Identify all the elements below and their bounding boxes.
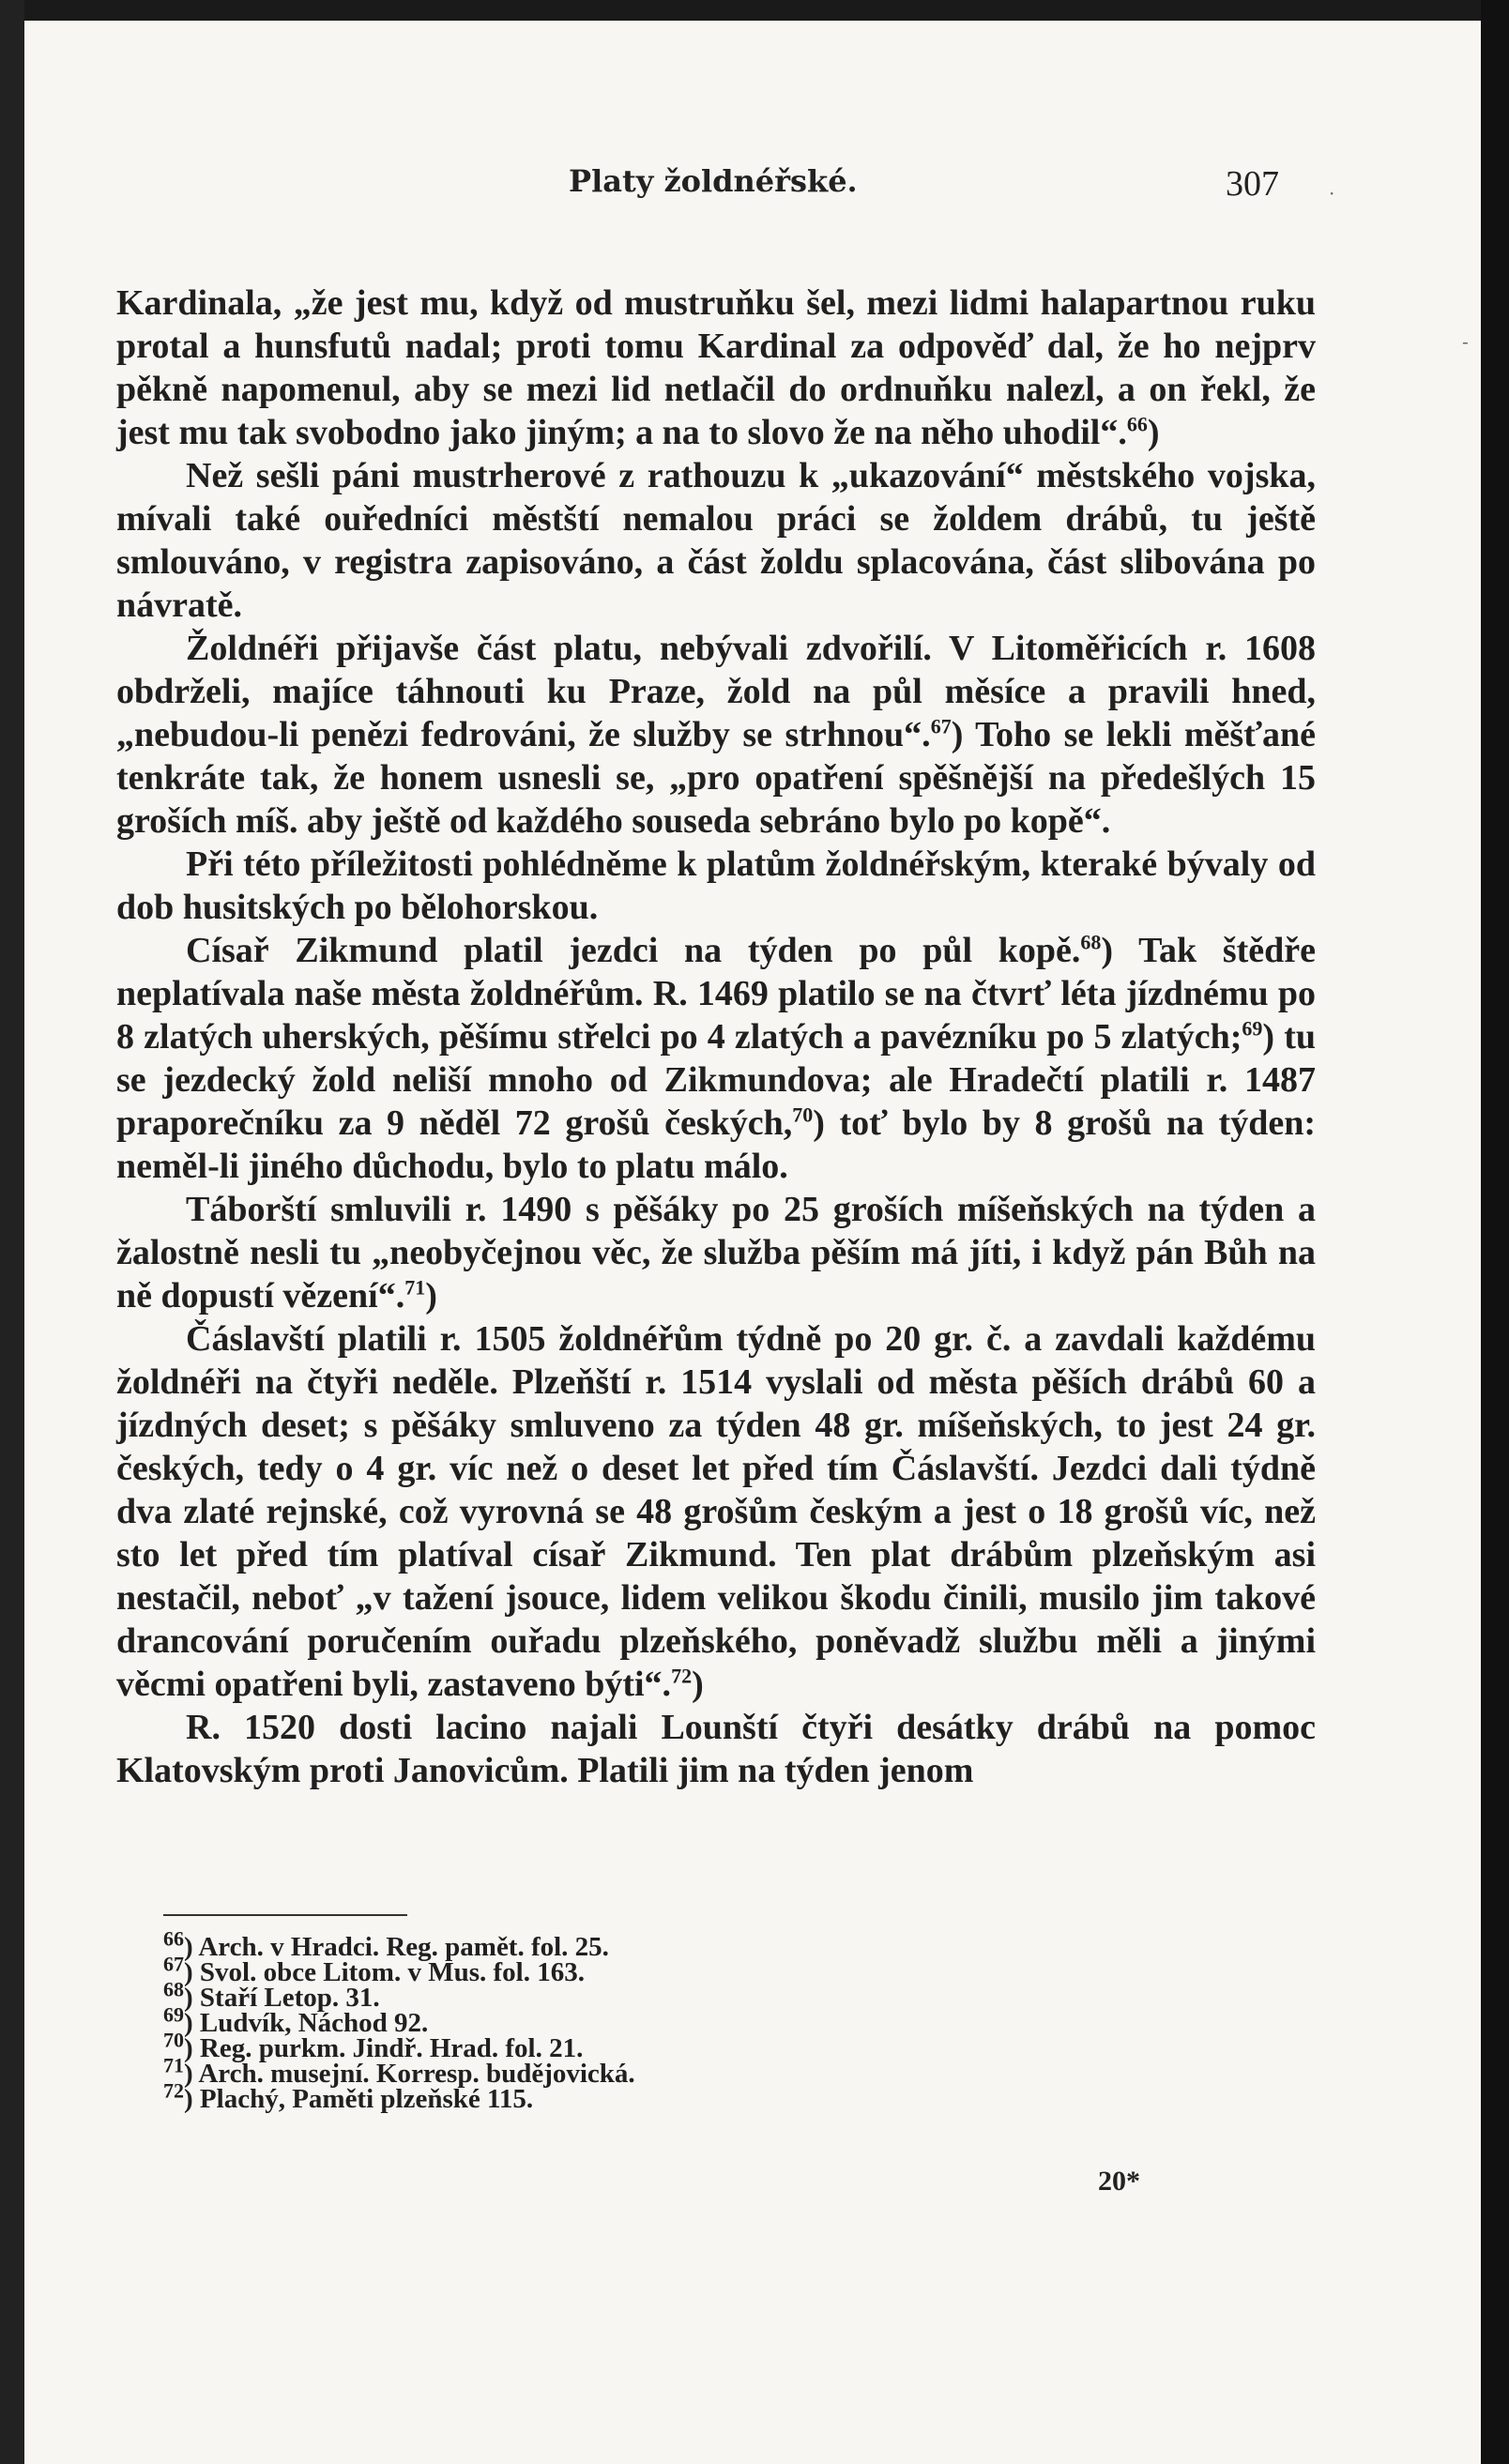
footnote: $^{66}$) Arch. v Hradci. Reg. pamět. fol. 25. [163,1926,609,1962]
footnote: $^{72}$) Plachý, Paměti plzeňské 115. [163,2078,534,2114]
paragraph: Než sešli páni mustrherové z rathouzu k „ukazování“ městského vojska, mívali také ouředníci městští nemalou práci se žoldem drábů, tu ještě smlouváno, v registra zapisováno, a část žoldu splacována, část slibována po návratě. [116,456,1316,625]
footnote: $^{69}$) Ludvík, Náchod 92. [163,2002,429,2038]
book-page [24,21,1481,2464]
scan-speck: · [1329,182,1335,205]
footnote-ref: 66 [1126,412,1148,436]
scan-border-top [0,0,1509,21]
paragraph: R. 1520 dosti lacino najali Lounští čtyři desátky drábů na pomoc Klatovským proti Janovicům. Platili jim na týden jenom [116,1708,1316,1790]
paragraph: Táborští smluvili r. 1490 s pěšáky po 25 groších míšeňských na týden a žalostně nesli tu „neobyčejnou věc, že služba pěším má jíti, i když pán Bůh na ně dopustí vězení“.$^{71}$) [116,1190,1316,1316]
footnote: $^{70}$) Reg. purkm. Jindř. Hrad. fol. 21. [163,2028,584,2063]
running-title: Platy žoldnéřské. [569,163,858,199]
signature-mark: 20* [1098,2166,1140,2197]
footnote-ref: 68 [1080,930,1102,954]
footnotes [163,1926,1008,2114]
scan-border-right [1481,0,1509,2464]
footnote-ref: 71 [404,1275,426,1300]
scan-speck: - [1462,330,1469,353]
footnote-ref: 70 [792,1103,814,1127]
body-text [116,281,1316,1792]
paragraph: Císař Zikmund platil jezdci na týden po půl kopě.$^{68}$) Tak štědře neplatívala naše města žoldnéřům. R. 1469 platilo se na čtvrť léta jízdnému po 8 zlatých uherských, pěšímu střelci po 4 zlatých a pavézníku po 5 zlatých;$^{69}$) tu se jezdecký žold neliší mnoho od Zikmundova; ale Hradečtí platili r. 1487 praporečníku za 9 něděl 72 grošů českých,$^{70}$) toť bylo by 8 grošů na týden: neměl-li jiného důchodu, bylo to platu málo. [116,930,1316,1186]
footnote: $^{71}$) Arch. musejní. Korresp. budějovická. [163,2053,635,2089]
footnote-rule [163,1914,407,1916]
footnote: $^{68}$) Staří Letop. 31. [163,1977,380,2013]
footnote-ref: 72 [671,1664,693,1688]
paragraph: Při této příležitosti pohlédněme k platům žoldnéřským, kteraké bývaly od dob husitských po bělohorskou. [116,844,1316,927]
page-number: 307 [1226,164,1279,204]
footnote-ref: 67 [930,714,952,738]
paragraph: Kardinala, „že jest mu, když od mustruňku šel, mezi lidmi halapartnou ruku protal a hunsfutů nadal; proti tomu Kardinal za odpověď dal, že ho nejprv pěkně napomenul, aby se mezi lid netlačil do ordnuňku nalezl, a on řekl, že jest mu tak svobodno jako jiným; a na to slovo že na něho uhodil“.$^{66}$) [116,283,1316,452]
running-head [24,163,1481,220]
scan-border-left [0,0,24,2464]
footnote-ref: 69 [1242,1016,1263,1041]
footnote: $^{67}$) Svol. obce Litom. v Mus. fol. 163. [163,1952,585,1987]
paragraph: Čáslavští platili r. 1505 žoldnéřům týdně po 20 gr. č. a zavdali každému žoldnéři na čtyři neděle. Plzeňští r. 1514 vyslali od města pěších drábů 60 a jízdných deset; s pěšáky smluveno za týden 48 gr. míšeňských, to jest 24 gr. českých, tedy o 4 gr. víc než o deset let před tím Čáslavští. Jezdci dali týdně dva zlaté rejnské, což vyrovná se 48 grošům českým a jest o 18 grošů víc, než sto let před tím platíval císař Zikmund. Ten plat drábům plzeňským asi nestačil, neboť „v tažení jsouce, lidem velikou škodu činili, musilo jim takové drancování poručením ouřadu plzeňského, poněvadž službu měli a jinými věcmi opatřeni byli, zastaveno býti“.$^{72}$) [116,1319,1316,1704]
paragraph: Žoldnéři přijavše část platu, nebývali zdvořilí. V Litoměřicích r. 1608 obdrželi, majíce táhnouti ku Praze, žold na půl měsíce a pravili hned, „nebudou-li penězi fedrováni, že služby se strhnou“.$^{67}$) Toho se lekli měšťané tenkráte tak, že honem usnesli se, „pro opatření spěšnější na předešlých 15 groších míš. aby ještě od každého souseda sebráno bylo po kopě“. [116,629,1316,841]
